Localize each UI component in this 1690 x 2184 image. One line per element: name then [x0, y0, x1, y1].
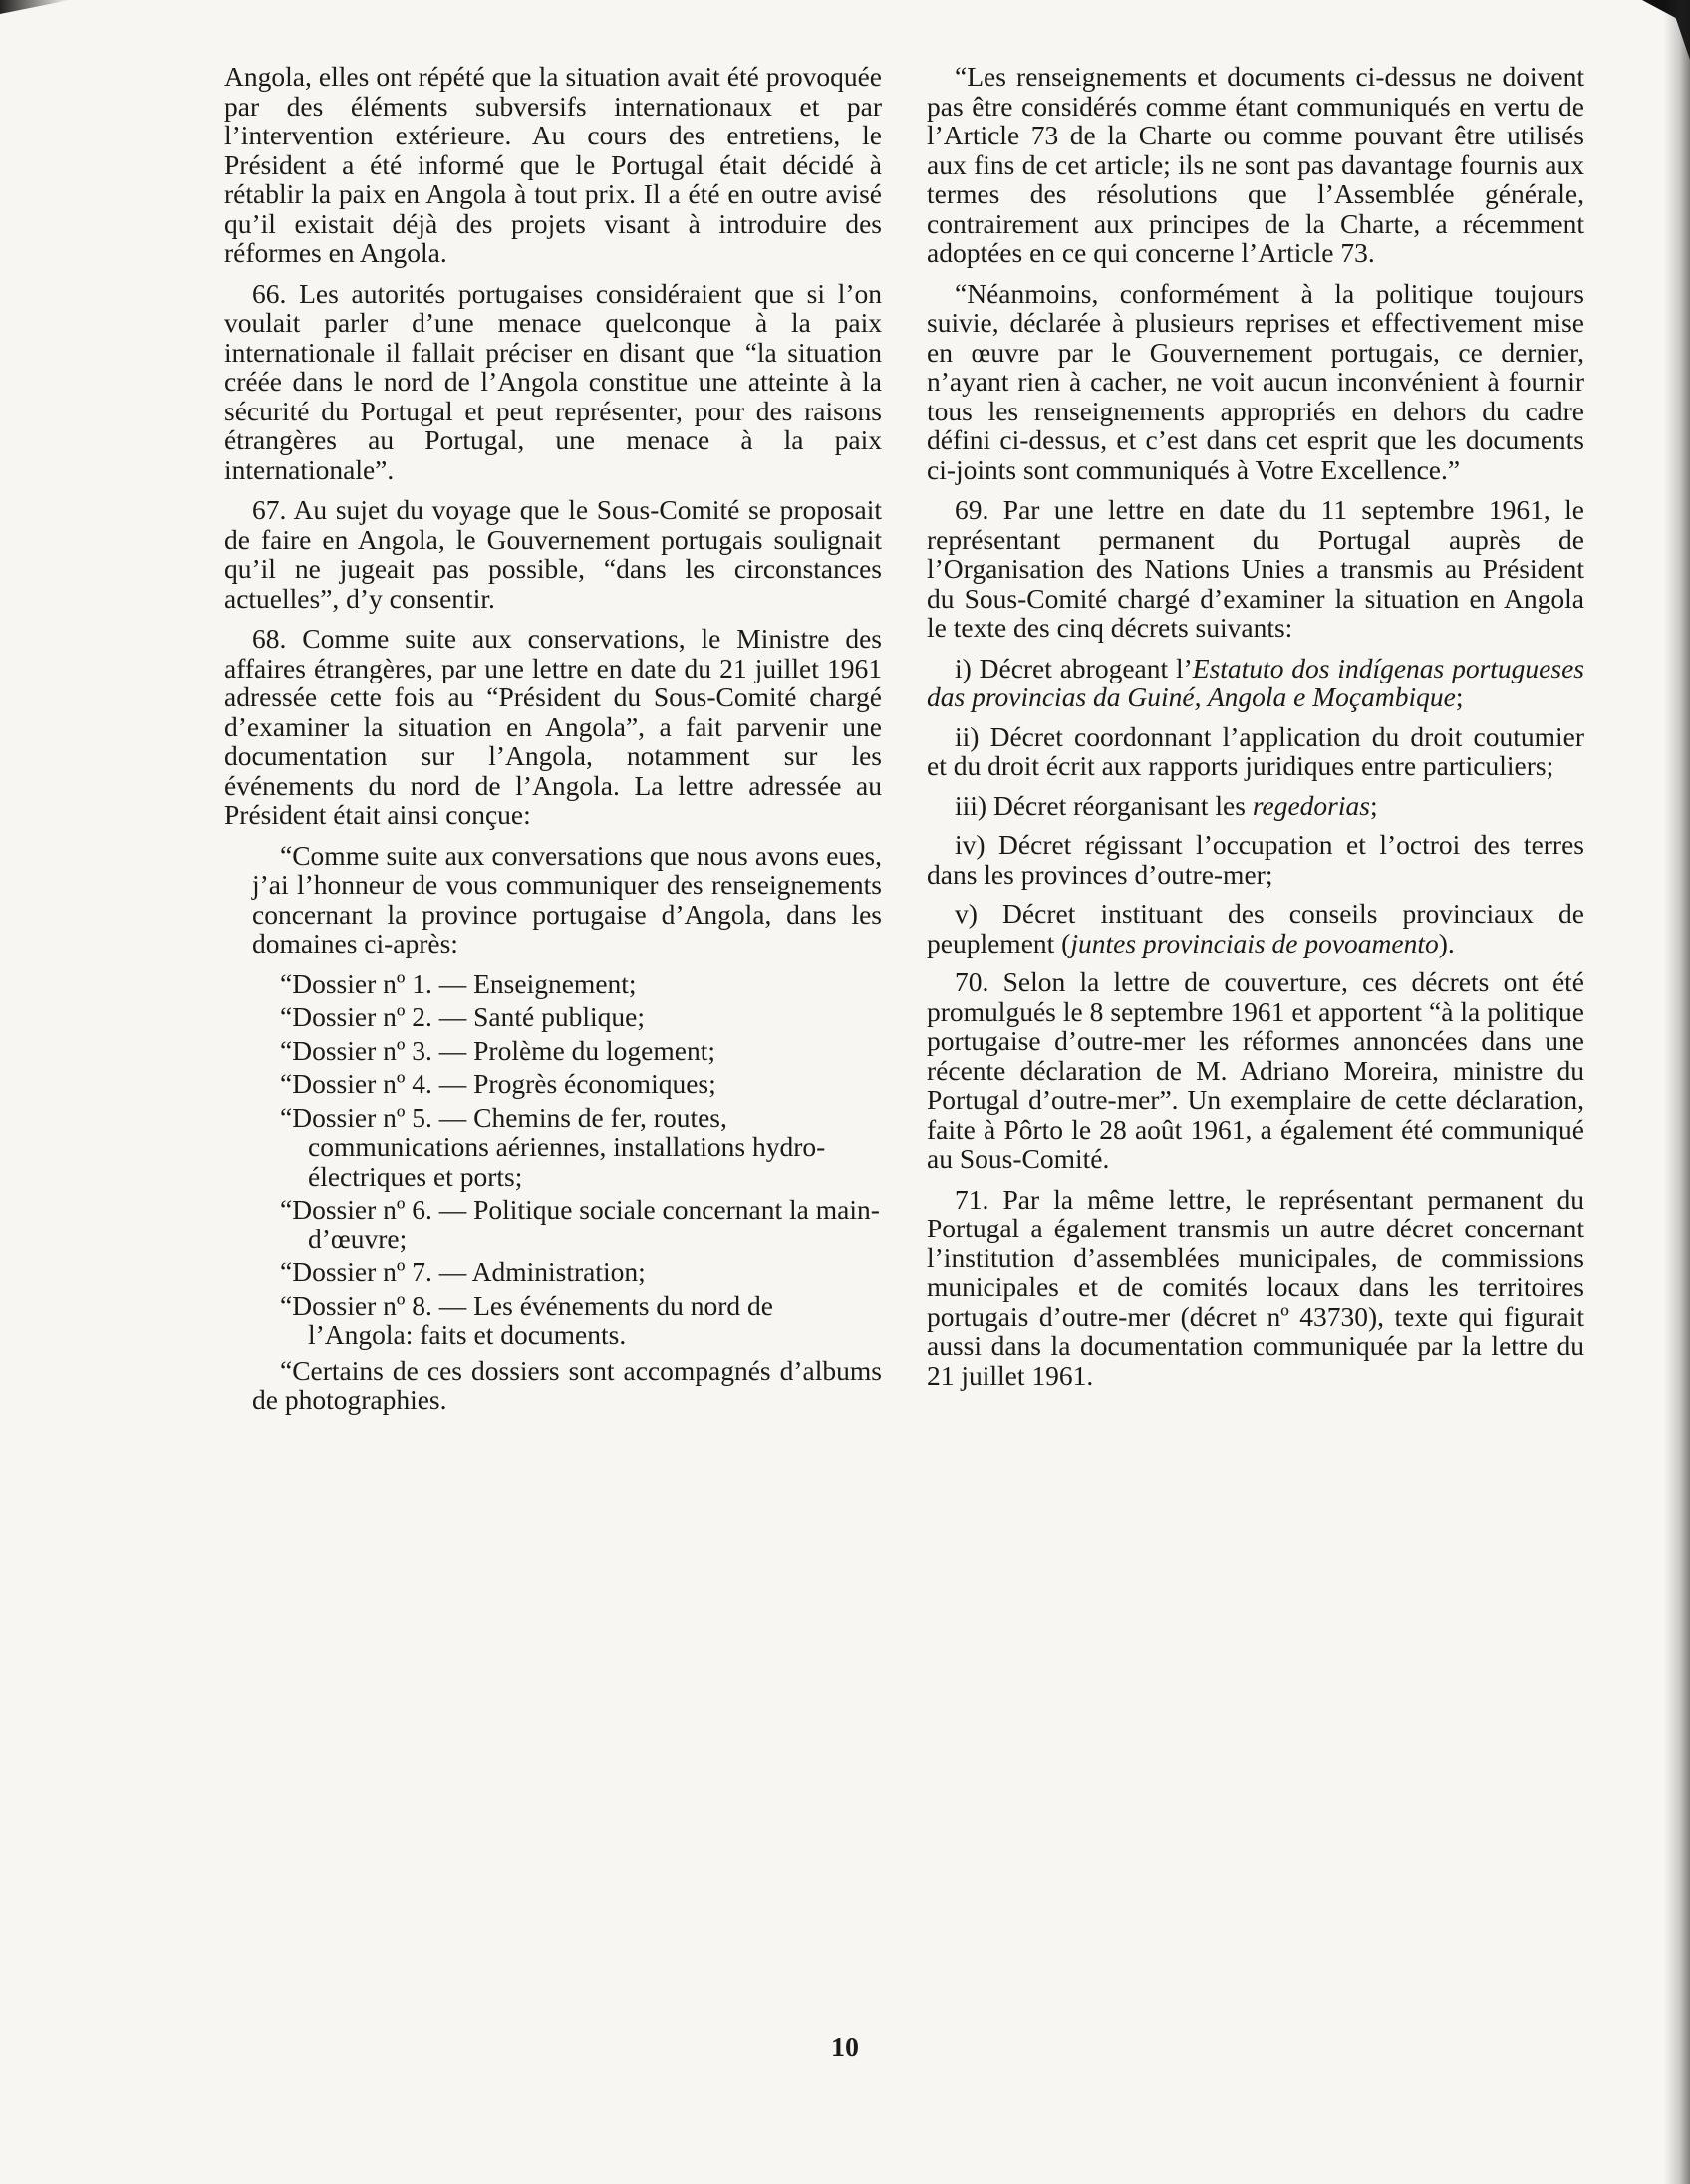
decree-text: iii) Décret réorganisant les	[955, 789, 1253, 821]
page-number: 10	[831, 2033, 859, 2063]
decree-italic-title: juntes provinciais de povoamento	[1070, 927, 1439, 958]
decree-item	[927, 654, 1584, 712]
decree-text-end: ;	[1455, 682, 1464, 712]
quote-albums: “Certains de ces dossiers sont accompagnés d’albums de photographies.	[252, 1354, 882, 1415]
decree-italic-title: Estatuto dos indígenas portugueses das provincias da Guiné, Angola e Moçambique	[927, 652, 1584, 712]
dossier-item: “Dossier nº 6. — Politique sociale concernant la main-d’œuvre;	[280, 1194, 880, 1254]
quote-intro: “Comme suite aux conversations que nous avons eues, j’ai l’honneur de vous communiquer des renseignements concernant la province portugaise d’Angola, dans les domaines ci-après:	[252, 839, 882, 958]
quote-paragraph: “Néanmoins, conformément à la politique toujours suivie, déclarée à plusieurs reprises et effectivement mise en œuvre par le Gouvernement portugais, ce dernier, n’ayant rien à cacher, ne voit aucun inconvénient à fournir tous les renseignements appropriés en dehors du cadre défini ci-dessus, et c’est dans cet esprit que les documents ci-joints sont communiqués à Votre Excellence.”	[927, 277, 1584, 485]
letter-quote	[252, 841, 882, 1415]
decree-text: ii) Décret coordonnant l’application du droit coutumier et du droit écrit aux rapports juridiques entre particuliers;	[927, 720, 1584, 781]
dossier-item: “Dossier nº 7. — Administration;	[280, 1256, 646, 1287]
scan-edge-shadow	[1664, 0, 1690, 2184]
dossier-item: “Dossier nº 5. — Chemins de fer, routes, communications aériennes, installations hydro-électriques et ports;	[280, 1101, 826, 1192]
decree-text: v) Décret instituant des conseils provinciaux de peuplement (	[927, 898, 1584, 958]
decree-text: iv) Décret régissant l’occupation et l’octroi des terres dans les provinces d’outre-mer;	[927, 829, 1584, 890]
scan-corner-mark	[0, 0, 70, 14]
paragraph-66: 66. Les autorités portugaises considéraient que si l’on voulait parler d’une menace quelconque à la paix internationale il fallait préciser en disant que “la situation créée dans le nord de l’Angola constitue une atteinte à la sécurité du Portugal et peut représenter, pour des raisons étrangères au Portugal, une menace à la paix internationale”.	[224, 277, 882, 485]
dossier-item: “Dossier nº 2. — Santé publique;	[280, 1001, 645, 1032]
decree-text: i) Décret abrogeant l’	[955, 652, 1193, 683]
paragraph-68: 68. Comme suite aux conservations, le Ministre des affaires étrangères, par une lettre en date du 21 juillet 1961 adressée cette fois au “Président du Sous-Comité chargé d’examiner la situation en Angola”, a fait parvenir une documentation sur l’Angola, notamment sur les événements du nord de l’Angola. La lettre adressée au Président était ainsi conçue:	[224, 623, 882, 830]
decree-item	[927, 722, 1584, 781]
paragraph-69: 69. Par une lettre en date du 11 septembre 1961, le représentant permanent du Portugal auprès de l’Organisation des Nations Unies a transmis au Président du Sous-Comité chargé d’examiner la situation en Angola le texte des cinq décrets suivants:	[927, 494, 1584, 643]
paragraph-continued: Angola, elles ont répété que la situation avait été provoquée par des éléments subversifs internationaux et par l’intervention extérieure. Au cours des entretiens, le Président a été informé que le Portugal était décidé à rétablir la paix en Angola à tout prix. Il a été en outre avisé qu’il existait déjà des projets visant à introduire des réformes en Angola.	[224, 61, 882, 268]
right-column	[927, 62, 1584, 1401]
paragraph-71: 71. Par la même lettre, le représentant permanent du Portugal a également transmis un autre décret concernant l’institution d’assemblées municipales, de commissions municipales et de comités locaux dans les territoires portugais d’outre-mer (décret nº 43730), texte qui figurait aussi dans la documentation communiquée par la lettre du 21 juillet 1961.	[927, 1183, 1584, 1391]
decree-item	[927, 830, 1584, 889]
decree-text-end: ).	[1438, 927, 1455, 958]
decree-item	[927, 899, 1584, 957]
dossier-item: “Dossier nº 4. — Progrès économiques;	[280, 1068, 716, 1099]
decree-text-end: ;	[1369, 789, 1378, 821]
paragraph-70: 70. Selon la lettre de couverture, ces décrets ont été promulgués le 8 septembre 1961 et apportent “à la politique portugaise d’outre-mer les réformes annoncées dans une récente déclaration de M. Adriano Moreira, ministre du Portugal d’outre-mer”. Un exemplaire de cette déclaration, faite à Pôrto le 28 août 1961, a également été communiqué au Sous-Comité.	[927, 966, 1584, 1174]
decree-item	[927, 791, 1584, 821]
decree-list	[927, 654, 1584, 958]
paragraph-67: 67. Au sujet du voyage que le Sous-Comité se proposait de faire en Angola, le Gouvernement portugais soulignait qu’il ne jugeait pas possible, “dans les circonstances actuelles”, d’y consentir.	[224, 494, 882, 614]
dossier-list	[280, 969, 882, 1350]
quote-paragraph: “Les renseignements et documents ci-dessus ne doivent pas être considérés comme étant communiqués en vertu de l’Article 73 de la Charte ou comme pouvant être utilisés aux fins de cet article; ils ne sont pas davantage fournis aux termes des résolutions que l’Assemblée générale, contrairement aux principes de la Charte, a récemment adoptées en ce qui concerne l’Article 73.	[927, 61, 1584, 268]
dossier-item: “Dossier nº 8. — Les événements du nord de l’Angola: faits et documents.	[280, 1289, 773, 1350]
dossier-item: “Dossier nº 1. — Enseignement;	[280, 967, 637, 999]
dossier-item: “Dossier nº 3. — Prolème du logement;	[280, 1034, 715, 1066]
left-column	[224, 62, 882, 1426]
decree-italic-title: regedorias	[1252, 789, 1370, 821]
